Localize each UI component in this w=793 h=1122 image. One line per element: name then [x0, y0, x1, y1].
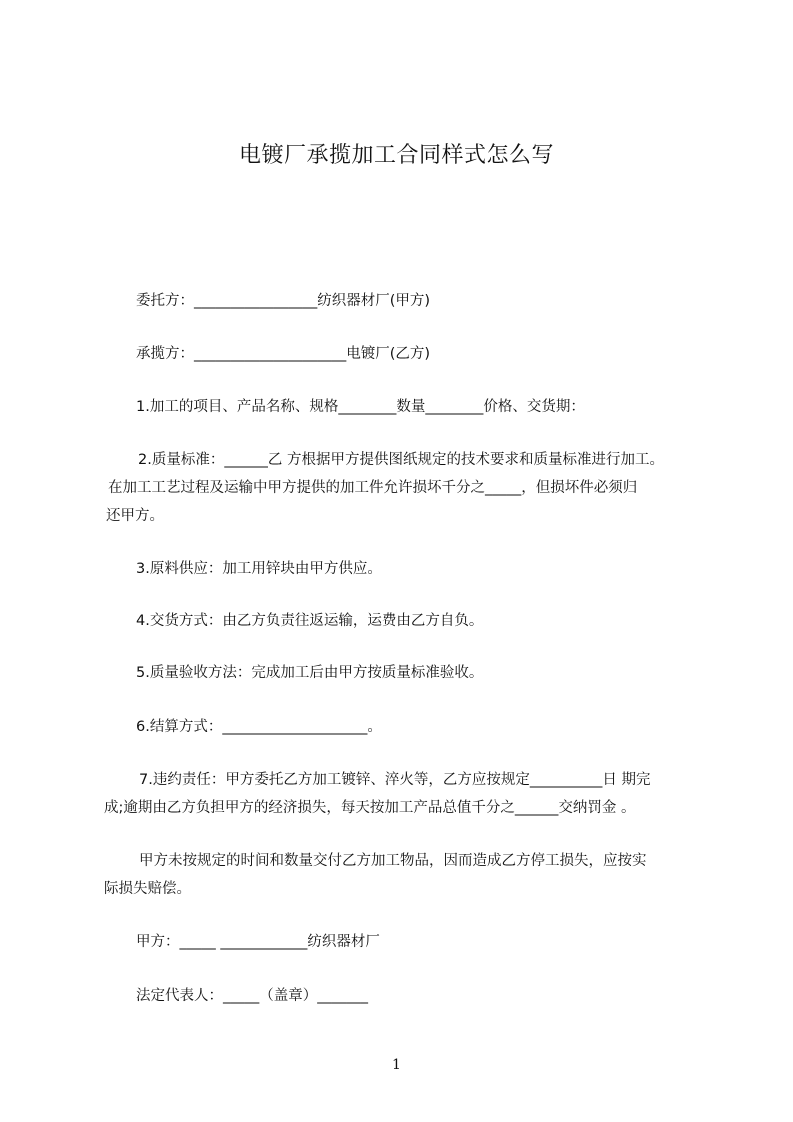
item-7-liability-line-1: 7.违约责任：甲方委托乙方加工镀锌、淬火等，乙方应按规定__________日 期完 [139, 772, 651, 788]
item-2-quality-line-1: 2.质量标准：______乙 方根据甲方提供图纸规定的技术要求和质量标准进行加工。 [138, 452, 664, 468]
item-1-processing: 1.加工的项目、产品名称、规格________数量________价格、交货期： [136, 399, 585, 415]
item-4-delivery: 4.交货方式：由乙方负责往返运输，运费由乙方自负。 [136, 613, 484, 629]
contractor-line: 承揽方：_____________________电镀厂(乙方) [136, 346, 431, 362]
legal-representative-line: 法定代表人：_____（盖章）_______ [136, 988, 368, 1004]
item-6-settlement: 6.结算方式：____________________。 [136, 719, 382, 735]
clause-line-1: 甲方未按规定的时间和数量交付乙方加工物品，因而造成乙方停工损失，应按实 [139, 853, 647, 869]
item-3-materials: 3.原料供应：加工用锌块由甲方供应。 [136, 561, 382, 577]
clause-line-2: 际损失赔偿。 [104, 881, 191, 897]
client-line: 委托方：_________________纺织器材厂(甲方) [136, 293, 431, 309]
item-5-acceptance: 5.质量验收方法：完成加工后由甲方按质量标准验收。 [136, 665, 484, 681]
page-number: 1 [392, 1057, 401, 1073]
item-2-quality-line-2: 在加工工艺过程及运输中甲方提供的加工件允许损坏千分之_____，但损坏件必须归 [108, 480, 638, 496]
party-a-line: 甲方：_____ ____________纺织器材厂 [136, 934, 380, 950]
item-2-quality-line-3: 还甲方。 [106, 508, 164, 524]
document-title: 电镀厂承揽加工合同样式怎么写 [238, 143, 554, 168]
item-7-liability-line-2: 成;逾期由乙方负担甲方的经济损失，每天按加工产品总值千分之______交纳罚金 。 [104, 800, 636, 816]
